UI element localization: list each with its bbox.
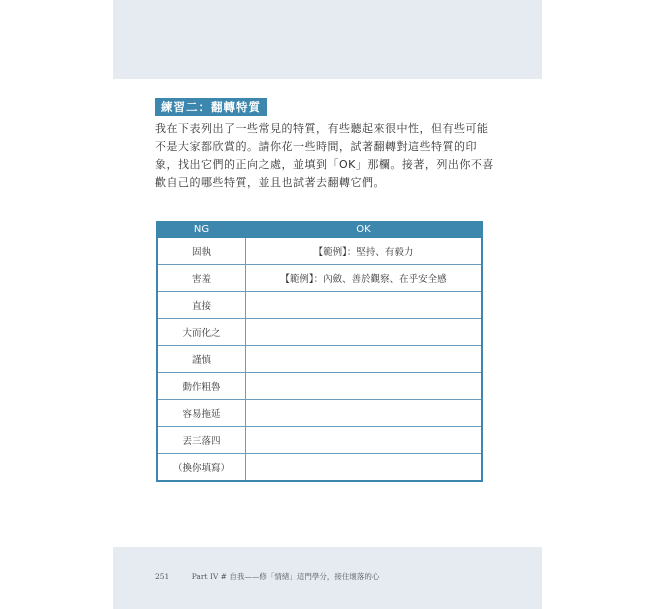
header-ng: NG <box>157 222 246 238</box>
table-header-row <box>157 222 482 238</box>
ng-cell: 直接 <box>157 292 246 319</box>
ok-cell[interactable] <box>246 427 483 454</box>
ng-cell: 容易拖延 <box>157 400 246 427</box>
running-title: Part IV # 自我——修「情緒」這門學分，接住壞落的心 <box>191 572 380 581</box>
page-number: 251 <box>155 572 170 581</box>
ok-cell[interactable] <box>246 292 483 319</box>
table-row <box>157 265 482 292</box>
ng-cell: （換你填寫） <box>157 454 246 482</box>
ng-cell: 害羞 <box>157 265 246 292</box>
instructions-paragraph: 我在下表列出了一些常見的特質，有些聽起來很中性，但有些可能不是大家都欣賞的。請你花一些時間，試著翻轉對這些特質的印象，找出它們的正向之處，並填到「OK」那欄。接著，列出你不喜歡自己的哪些特質，並且也試著去翻轉它們。 <box>155 122 494 189</box>
ng-cell: 固執 <box>157 238 246 265</box>
section-title: 練習二：翻轉特質 <box>155 98 267 116</box>
ok-cell[interactable] <box>246 346 483 373</box>
ng-cell: 動作粗魯 <box>157 373 246 400</box>
ng-cell: 大而化之 <box>157 319 246 346</box>
ok-cell[interactable] <box>246 319 483 346</box>
ng-cell: 謹慎 <box>157 346 246 373</box>
top-band <box>113 0 542 79</box>
book-page <box>113 0 542 609</box>
ok-cell[interactable] <box>246 400 483 427</box>
ok-cell: 【範例】：內斂、善於觀察、在乎安全感 <box>246 265 483 292</box>
ok-cell[interactable] <box>246 454 483 482</box>
table-row <box>157 454 482 482</box>
ok-cell: 【範例】：堅持、有毅力 <box>246 238 483 265</box>
table-row <box>157 400 482 427</box>
table-row <box>157 427 482 454</box>
ng-cell: 丟三落四 <box>157 427 246 454</box>
header-ok: OK <box>246 222 483 238</box>
table-row <box>157 373 482 400</box>
table-row <box>157 292 482 319</box>
table-row <box>157 319 482 346</box>
table-row <box>157 238 482 265</box>
ok-cell[interactable] <box>246 373 483 400</box>
trait-table <box>156 221 483 482</box>
page-footer <box>155 571 379 582</box>
table-row <box>157 346 482 373</box>
